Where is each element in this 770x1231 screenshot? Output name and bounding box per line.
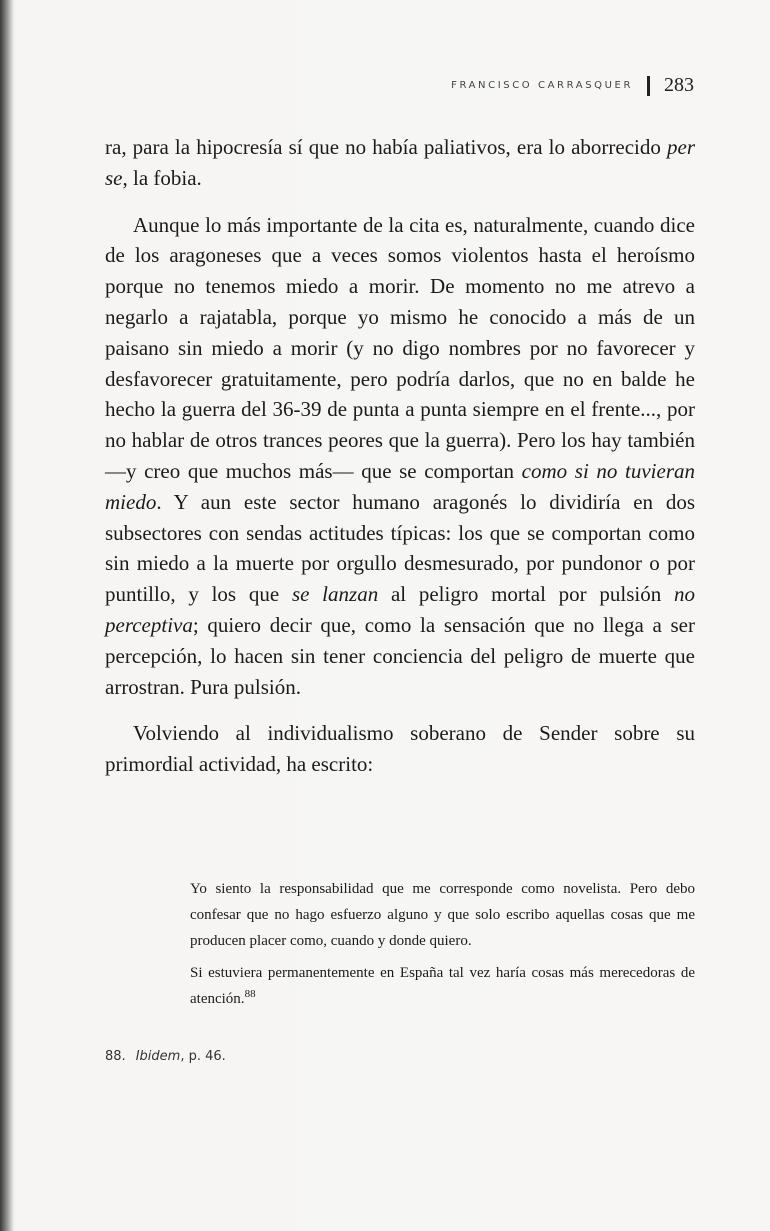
- footnote-text: , p. 46.: [180, 1049, 226, 1064]
- paragraph-2-text-e: al peligro mortal por pulsión: [378, 582, 675, 607]
- quote-paragraph-1: Yo siento la responsabilidad que me corresponde como novelista. Pero debo confesar que no hago esfuerzo alguno y que solo escribo aquellas cosas que me producen placer como, cuando y donde quiero.: [190, 881, 695, 949]
- footnote: [105, 1049, 226, 1064]
- page-number: 283: [664, 74, 694, 96]
- running-head-author: FRANCISCO CARRASQUER: [451, 80, 633, 91]
- paragraph-2: [105, 210, 695, 703]
- paragraph-1: [105, 132, 695, 194]
- paragraph-2-italic-f: no perceptiva: [105, 582, 696, 637]
- quote-paragraph-2: [190, 960, 695, 1012]
- running-head: [451, 74, 694, 97]
- paragraph-1-italic: per se: [105, 135, 695, 190]
- paragraph-2-italic-d: se lanzan: [291, 582, 379, 607]
- paragraph-2-text-c: . Y aun este sector humano aragonés lo dividiría en dos subsectores con sendas actitudes típicas: los que se comportan como sin miedo a la muerte por orgullo desmesurado, por pundonor o por puntillo, y los que: [105, 489, 695, 607]
- body-text: [105, 132, 695, 780]
- running-head-divider: [647, 76, 650, 96]
- footnote-italic: Ibidem: [135, 1049, 181, 1064]
- footnote-number: 88.: [105, 1049, 126, 1064]
- page-spine-shadow: [0, 0, 14, 1231]
- paragraph-2-text-g: ; quiero decir que, como la sensación que no llega a ser percepción, lo hacen sin tener conciencia del peligro de muerte que arrostran. Pura pulsión.: [105, 612, 695, 699]
- paragraph-2-italic-b: como si no tuvieran miedo: [105, 458, 695, 514]
- paragraph-1-text-c: , la fobia.: [122, 165, 202, 190]
- block-quote: [190, 876, 695, 1012]
- paragraph-3: Volviendo al individualismo soberano de Sender sobre su primordial actividad, ha escrito:: [105, 721, 695, 777]
- paragraph-1-text-a: ra, para la hipocresía sí que no había paliativos, era lo aborrecido: [105, 135, 667, 159]
- footnote-reference: 88: [244, 988, 256, 1000]
- paragraph-2-text-a: Aunque lo más importante de la cita es, naturalmente, cuando dice de los aragoneses que a veces somos violentos hasta el heroísmo porque no tenemos miedo a morir. De momento no me atrevo a negarlo a rajatabla, porque yo mismo he conocido a más de un paisano sin miedo a morir (y no digo nombres por no favorecer y desfavorecer gratuitamente, pero podría darlos, que no en balde he hecho la guerra del 36-39 de punta a punta siempre en el frente..., por no hablar de otros trances peores que la guerra). Pero los hay también —y creo que muchos más— que se comportan: [105, 212, 695, 483]
- quote-paragraph-2-text: Si estuviera permanentemente en España tal vez haría cosas más merecedoras de atención.: [190, 965, 695, 1007]
